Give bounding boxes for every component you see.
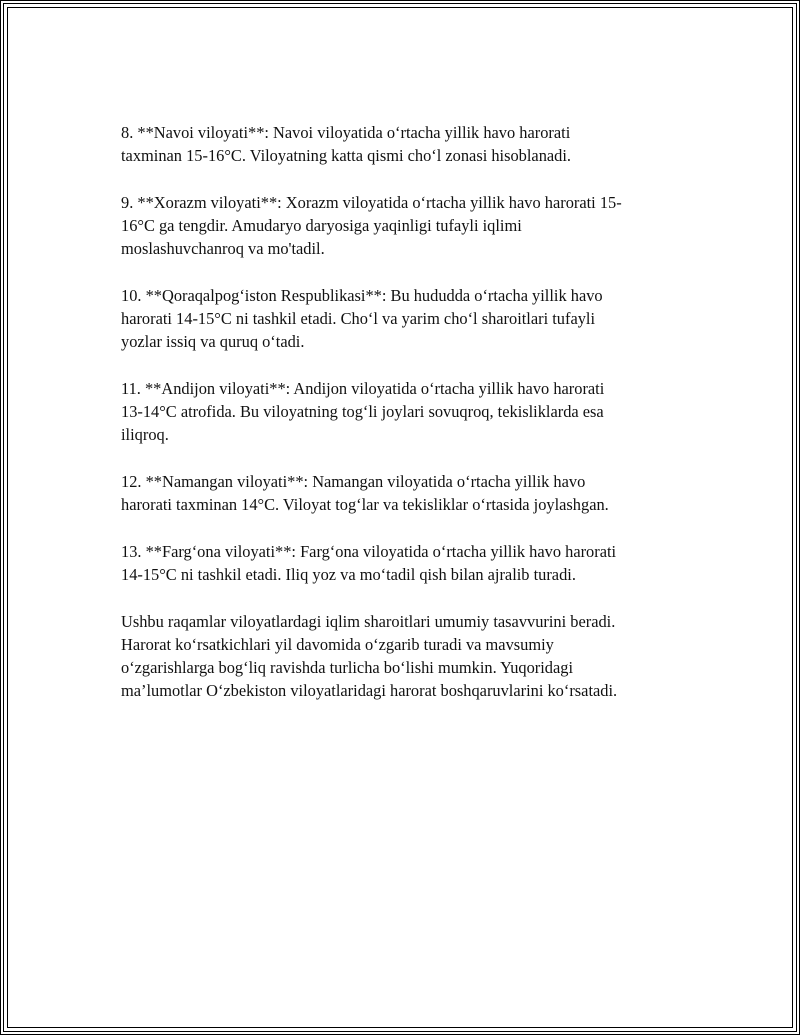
paragraph-qoraqalpogiston: 10. **Qoraqalpog‘iston Respublikasi**: Bu hududda o‘rtacha yillik havo harorati 14-15°C ni tashkil etadi. Cho‘l va yarim cho‘l sharoitlari tufayli yozlar issiq va quruq o‘tadi. bbox=[121, 286, 603, 351]
paragraph-navoi: 8. **Navoi viloyati**: Navoi viloyatida o‘rtacha yillik havo harorati taxminan 15-16°C. Viloyatning katta qismi cho‘l zonasi hisoblanadi. bbox=[121, 123, 572, 165]
paragraph-summary: Ushbu raqamlar viloyatlardagi iqlim sharoitlari umumiy tasavvurini beradi. Harorat ko‘rsatkichlari yil davomida o‘zgarib turadi va mavsumiy o‘zgarishlarga bog‘liq ravishda turlicha bo‘lishi mumkin. Yuqoridagi ma’lumotlar O‘zbekiston viloyatlaridagi harorat boshqaruvlarini ko‘rsatadi. bbox=[121, 612, 618, 700]
document-body bbox=[121, 121, 687, 726]
paragraph-namangan: 12. **Namangan viloyati**: Namangan viloyatida o‘rtacha yillik havo harorati taxminan 14°C. Viloyat tog‘lar va tekisliklar o‘rtasida joylashgan. bbox=[121, 472, 609, 514]
paragraph-fargona: 13. **Farg‘ona viloyati**: Farg‘ona viloyatida o‘rtacha yillik havo harorati 14-15°C ni tashkil etadi. Iliq yoz va mo‘tadil qish bilan ajralib turadi. bbox=[121, 542, 617, 584]
paragraph-andijon: 11. **Andijon viloyati**: Andijon viloyatida o‘rtacha yillik havo harorati 13-14°C atrofida. Bu viloyatning tog‘li joylari sovuqroq, tekisliklarda esa iliqroq. bbox=[121, 379, 605, 444]
paragraph-xorazm: 9. **Xorazm viloyati**: Xorazm viloyatida o‘rtacha yillik havo harorati 15- 16°C ga tengdir. Amudaryo daryosiga yaqinligi tufayli iqlimi moslashuvchanroq va mo'tadil. bbox=[121, 193, 622, 258]
